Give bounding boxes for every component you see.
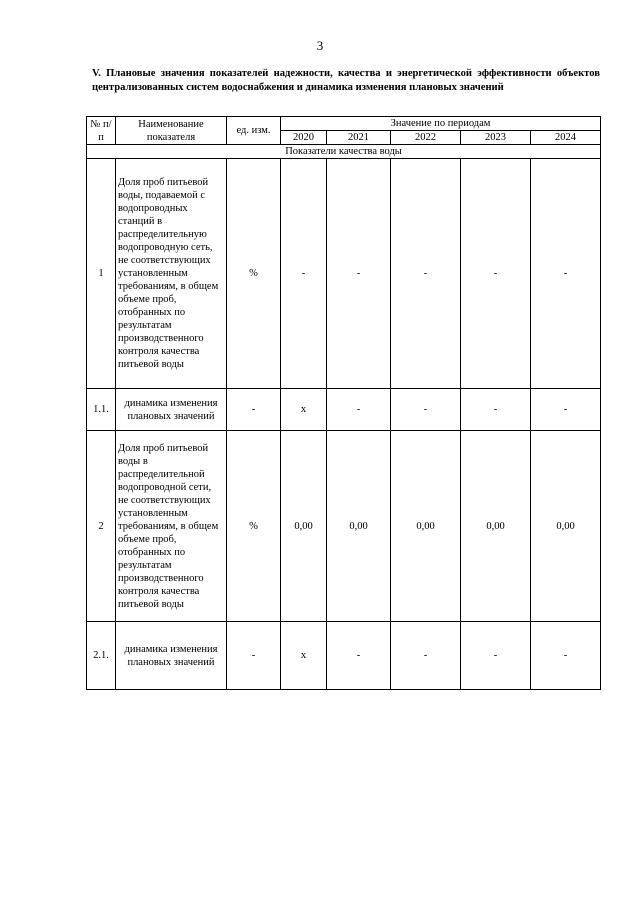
row-num: 1.1. bbox=[87, 389, 116, 431]
row-value: - bbox=[391, 622, 461, 690]
table-row bbox=[87, 431, 601, 622]
table-row bbox=[87, 389, 601, 431]
row-value: - bbox=[327, 159, 391, 389]
row-value: - bbox=[461, 159, 531, 389]
row-value: 0,00 bbox=[531, 431, 601, 622]
section-row bbox=[87, 145, 601, 159]
row-value: x bbox=[281, 622, 327, 690]
row-unit: % bbox=[227, 159, 281, 389]
row-name: динамика изменения плановых значений bbox=[116, 622, 227, 690]
page-number: 3 bbox=[316, 38, 324, 53]
row-value: - bbox=[281, 159, 327, 389]
header-year: 2023 bbox=[461, 131, 531, 145]
header-year: 2022 bbox=[391, 131, 461, 145]
row-unit: % bbox=[227, 431, 281, 622]
row-value: - bbox=[461, 622, 531, 690]
row-num: 2.1. bbox=[87, 622, 116, 690]
row-name: динамика изменения плановых значений bbox=[116, 389, 227, 431]
row-value: - bbox=[531, 622, 601, 690]
header-year: 2021 bbox=[327, 131, 391, 145]
table-row bbox=[87, 159, 601, 389]
header-num: № п/п bbox=[87, 117, 116, 145]
row-name: Доля проб питьевой воды, подаваемой с водопроводных станций в распределительную водопроводную сеть, не соответствующих установленным требованиям, в общем объеме проб, отобранных по результатам производственного контроля качества питьевой воды bbox=[116, 159, 227, 389]
row-value: - bbox=[531, 389, 601, 431]
row-num: 1 bbox=[87, 159, 116, 389]
header-name: Наименование показателя bbox=[116, 117, 227, 145]
header-periods: Значение по периодам bbox=[281, 117, 601, 131]
row-value: - bbox=[531, 159, 601, 389]
row-value: 0,00 bbox=[327, 431, 391, 622]
section-heading: V. Плановые значения показателей надежности, качества и энергетической эффективности объектов централизованных систем водоснабжения и динамика изменения плановых значений bbox=[92, 68, 600, 93]
row-value: - bbox=[327, 389, 391, 431]
row-value: - bbox=[391, 389, 461, 431]
row-name: Доля проб питьевой воды в распределительной водопроводной сети, не соответствующих установленным требованиям, в общем объеме проб, отобранных по результатам производственного контроля качества питьевой воды bbox=[116, 431, 227, 622]
row-value: - bbox=[327, 622, 391, 690]
header-row bbox=[87, 117, 601, 131]
row-value: - bbox=[461, 389, 531, 431]
row-value: - bbox=[391, 159, 461, 389]
row-num: 2 bbox=[87, 431, 116, 622]
row-value: 0,00 bbox=[281, 431, 327, 622]
header-year: 2024 bbox=[531, 131, 601, 145]
row-unit: - bbox=[227, 389, 281, 431]
row-value: 0,00 bbox=[461, 431, 531, 622]
header-unit: ед. изм. bbox=[227, 117, 281, 145]
table-row bbox=[87, 622, 601, 690]
row-value: 0,00 bbox=[391, 431, 461, 622]
indicators-table bbox=[86, 116, 601, 690]
section-title: Показатели качества воды bbox=[87, 145, 601, 159]
header-year: 2020 bbox=[281, 131, 327, 145]
row-value: x bbox=[281, 389, 327, 431]
row-unit: - bbox=[227, 622, 281, 690]
